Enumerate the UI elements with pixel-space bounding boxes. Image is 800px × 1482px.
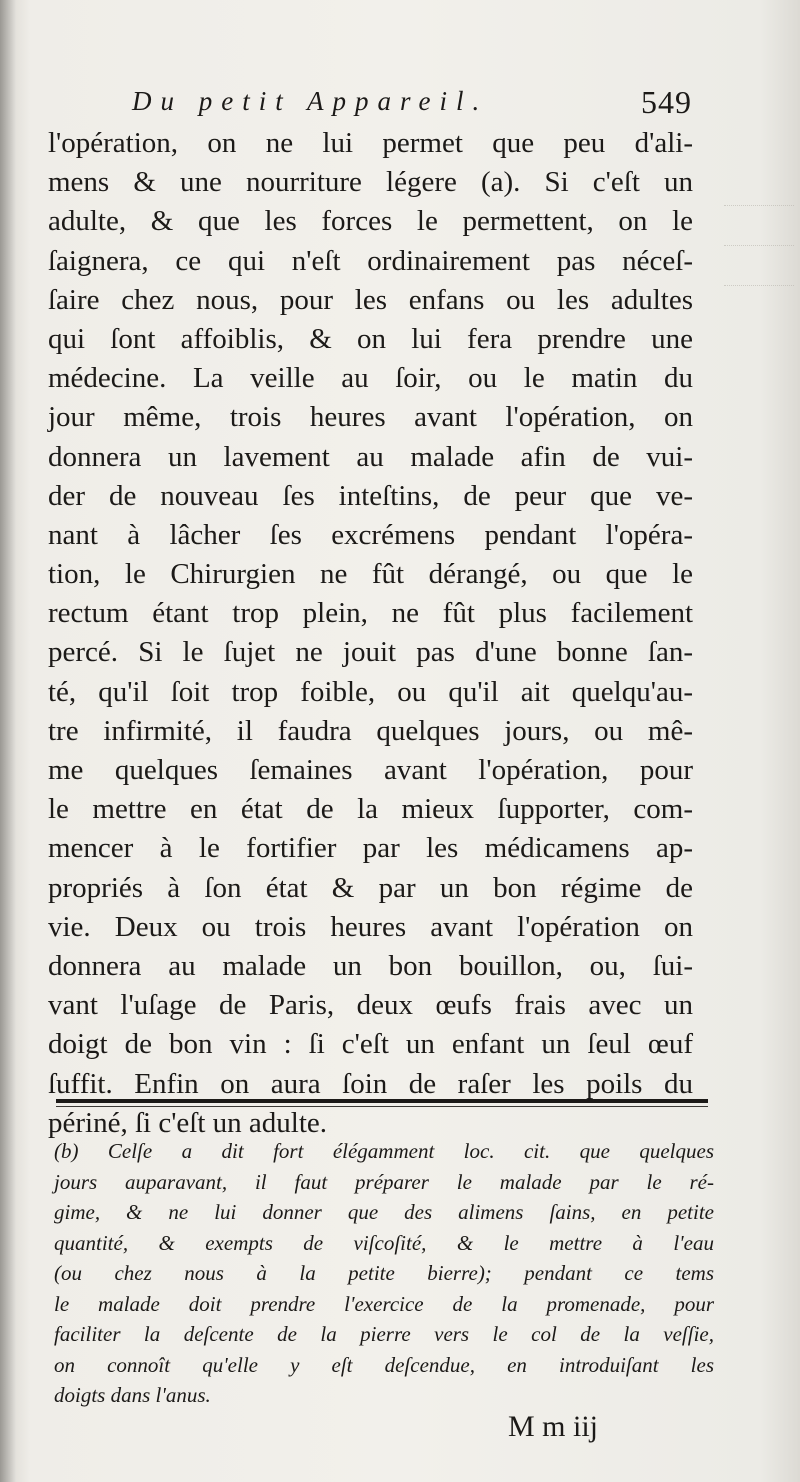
binding-gutter xyxy=(0,0,16,1482)
text-line: der de nouveau ſes inteſtins, de peur que ve- xyxy=(48,479,693,512)
text-line: ſuffit. Enfin on aura ſoin de raſer les poils du xyxy=(48,1067,693,1100)
text-line: qui ſont affoiblis, & on lui fera prendre une xyxy=(48,322,693,355)
signature-mark: M m iij xyxy=(508,1410,599,1443)
footnote-line: (b) Celſe a dit fort élégamment loc. cit. que quelques xyxy=(54,1139,714,1163)
text-line: té, qu'il ſoit trop foible, ou qu'il ait quelqu'au- xyxy=(48,675,693,708)
text-line: mencer à le fortifier par les médicamens ap- xyxy=(48,832,693,865)
footnote-line: on connoît qu'elle y eſt deſcendue, en introduiſant les xyxy=(54,1352,714,1377)
text-line: doigt de bon vin : ſi c'eſt un enfant un ſeul œuf xyxy=(48,1028,693,1061)
bleed-through-mark xyxy=(724,285,794,296)
footnote-line: jours auparavant, il faut préparer le malade par le ré- xyxy=(54,1169,714,1194)
footnote-separator-thin xyxy=(56,1106,708,1107)
text-line: donnera au malade un bon bouillon, ou, ſui- xyxy=(48,949,693,982)
footnote-line: faciliter la deſcente de la pierre vers le col de la veſſie, xyxy=(54,1322,714,1346)
text-line: ſaire chez nous, pour les enfans ou les adultes xyxy=(48,283,693,316)
text-line: me quelques ſemaines avant l'opération, pour xyxy=(48,754,693,786)
text-line: nant à lâcher ſes excrémens pendant l'opéra- xyxy=(48,518,693,551)
text-line: vant l'uſage de Paris, deux œufs frais avec un xyxy=(48,989,693,1022)
text-line: percé. Si le ſujet ne jouit pas d'une bonne ſan- xyxy=(48,636,693,669)
text-line: vie. Deux ou trois heures avant l'opération on xyxy=(48,910,693,943)
text-line: le mettre en état de la mieux ſupporter, com- xyxy=(48,793,693,826)
text-line: jour même, trois heures avant l'opération, on xyxy=(48,401,693,434)
bleed-through-mark xyxy=(724,205,794,216)
main-text xyxy=(48,124,693,1143)
running-title: Du petit Appareil. xyxy=(132,86,489,116)
running-header xyxy=(132,82,692,122)
text-line: médecine. La veille au ſoir, ou le matin du xyxy=(48,362,693,395)
footnote-line: le malade doit prendre l'exercice de la promenade, pour xyxy=(54,1291,714,1316)
text-line: rectum étant trop plein, ne fût plus facilement xyxy=(48,597,693,630)
footnote-line: (ou chez nous à la petite bierre); pendant ce tems xyxy=(54,1261,714,1285)
text-line: ſaignera, ce qui n'eſt ordinairement pas néceſ- xyxy=(48,244,693,277)
text-line: tre infirmité, il faudra quelques jours, ou mê- xyxy=(48,714,693,747)
footnote-line: doigts dans l'anus. xyxy=(54,1383,211,1407)
text-line: l'opération, on ne lui permet que peu d'ali- xyxy=(48,127,693,159)
text-line: adulte, & que les forces le permettent, on le xyxy=(48,205,693,238)
text-line: mens & une nourriture légere (a). Si c'eſt un xyxy=(48,166,693,199)
footnote-line: gime, & ne lui donner que des alimens ſains, en petite xyxy=(54,1200,714,1224)
text-line: propriés à ſon état & par un bon régime de xyxy=(48,871,693,904)
text-line: tion, le Chirurgien ne fût dérangé, ou que le xyxy=(48,558,693,591)
footnote xyxy=(54,1136,714,1411)
footnote-separator xyxy=(56,1099,708,1103)
text-line: périné, ſi c'eſt un adulte. xyxy=(48,1106,328,1139)
page-number: 549 xyxy=(641,84,692,120)
footnote-line: quantité, & exempts de viſcoſité, & le mettre à l'eau xyxy=(54,1230,714,1255)
bleed-through-mark xyxy=(724,245,794,256)
text-line: donnera un lavement au malade afin de vui- xyxy=(48,440,693,473)
